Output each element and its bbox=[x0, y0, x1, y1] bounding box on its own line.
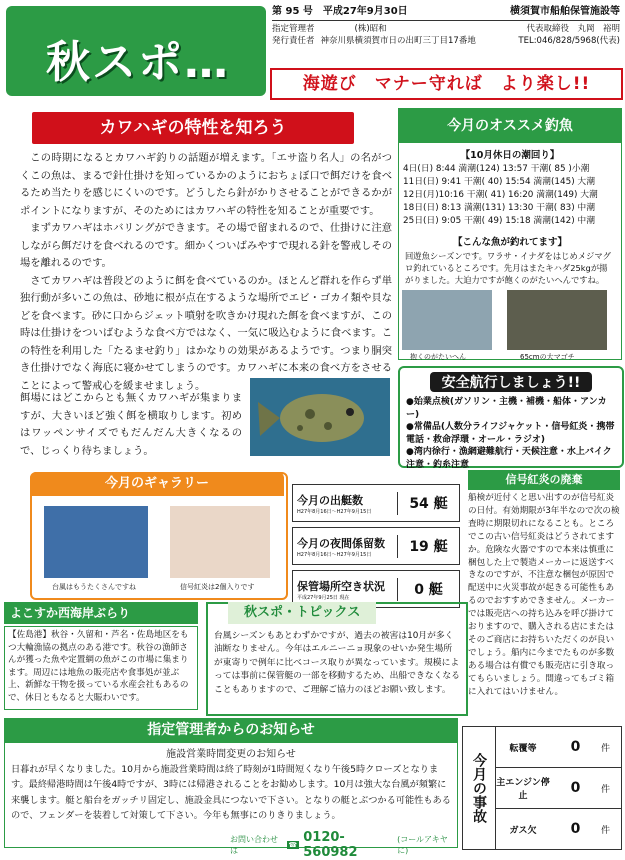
accident-unit: 件 bbox=[601, 825, 611, 836]
typhoon-map-photo bbox=[44, 506, 148, 578]
tide-row: 12日(月)10:16 干潮( 41) 16:20 満潮(149) 大潮 bbox=[403, 190, 598, 200]
stat-sub: H27年8月16日～H27年9月15日 bbox=[297, 508, 372, 515]
stat-row bbox=[292, 527, 460, 565]
stat-label: 今月の出艇数 bbox=[297, 493, 363, 507]
accident-unit: 件 bbox=[601, 784, 611, 795]
slogan-text: 海遊び マナー守れば より楽し!! bbox=[302, 74, 591, 94]
stat-value: 19 艇 bbox=[409, 539, 448, 555]
caption-flathead: 65cmの大マゴチ bbox=[520, 353, 575, 361]
article-para-4: 餌場にはどこからとも無くカワハギが集まりますが、大きいほど強く餌を横取りします。初めはワッペンサイズでもだんだん大きくなるので、じっくり待ちましょう。 bbox=[20, 392, 242, 457]
slogan-box bbox=[270, 68, 623, 100]
stat-sub: H27年8月16日～H27年9月15日 bbox=[297, 551, 372, 558]
accident-label: ガス欠 bbox=[509, 825, 537, 836]
safety-item: ●始業点検(ガソリン・主機・補機・船体・アンカー) bbox=[406, 397, 607, 420]
accidents-box bbox=[462, 726, 622, 850]
topics-box bbox=[206, 602, 468, 716]
caption-typhoon: 台風はもうたくさんですね bbox=[52, 583, 136, 591]
org-name: 横須賀市船舶保管施設等 bbox=[510, 6, 620, 17]
article-title: カワハギの特性を知ろう bbox=[32, 112, 354, 144]
flare-photo bbox=[170, 506, 270, 578]
yokosuka-title: よこすか西海岸ぶらり bbox=[4, 602, 198, 624]
flare-title: 信号紅炎の廃棄 bbox=[468, 470, 620, 490]
rep-name: 代表取締役 丸岡 裕明 bbox=[526, 24, 620, 34]
stat-label: 保管場所空き状況 bbox=[297, 579, 385, 593]
yokosuka-text: 【佐島港】秋谷・久留和・芦名・佐島地区をもつ大輪漁協の拠点のある港です。秋谷の漁師さんが獲った魚や定置網の魚がこの市場に集まります。周辺には地魚の販売店や食事処が並ぶ上、新鮮な干物を扱っている水産会社もあるので、休日ともなると大賑わいです。 bbox=[4, 626, 198, 710]
stat-label: 今月の夜間係留数 bbox=[297, 536, 385, 550]
issue-line: 第 95 号 平成27年9月30日 bbox=[272, 6, 408, 17]
filefish-image bbox=[250, 378, 390, 456]
topics-title: 秋スポ・トピックス bbox=[228, 602, 376, 624]
stat-sub: 平成27年9月25日 現在 bbox=[297, 594, 350, 601]
angler-photo bbox=[402, 290, 492, 350]
safety-item: ●常備品(人数分ライフジャケット・信号紅炎・携帯電話・救命浮環・オール・ラジオ) bbox=[406, 422, 615, 445]
safety-box bbox=[398, 366, 624, 468]
notice-subtitle: 施設営業時間変更のお知らせ bbox=[166, 749, 296, 760]
publisher-label: 発行責任者 bbox=[272, 36, 315, 46]
fish-title: 【こんな魚が釣れてます】 bbox=[452, 237, 567, 248]
notice-text: 日暮れが早くなりました。10月から施設営業時間は終了時刻が1時間短くなり午後5時クローズとなります。最終帰港時間は午後4時ですが、3時には帰港されることをお勧めします。10月は強大な台風が頻繁に来襲します。艇と船台をガッチリ固定し、施設金具につないで下さい。となりの艇とぶつかる可能性もあるので、フェンダーを装着して対策して下さい。今年も無事にのりきりましょう。 bbox=[11, 764, 451, 822]
notice-title: 指定管理者からのお知らせ bbox=[4, 718, 458, 742]
accident-count: 0 bbox=[570, 739, 581, 755]
article-para-3: さてカワハギは普段どのように餌を食べているのか。ほとんど群れを作らず単独行動が多いこの魚は、砂地に根が点在するような場所でエビ・ゴカイ類や貝などを食べます。砂に口からジェット噴射を吹きかけ現れた餌を食べますが、この時は仕掛けをついばむような食べ方ではなく、一気に吸込むように食べます。この特性を利用した「たるませ釣り」はかなりの効果があるようです。つまり胴突き仕掛けでなく海底に寝かせてしまうのです。カワハギに本来の食べ方をさせることによって警戒心を緩ませましょう。 bbox=[20, 274, 392, 392]
flare-text: 船検が近付くと思い出すのが信号紅炎の日付。有効期限が3年半なので次の検査時に期限切れになることも。ところでこの古い信号紅炎はどうされてますか。危険な火器ですので本来は慎重に梱包した上で製造メーカーに返送すべきなのですが、不注意な梱包が原因で配送中に火災事故が起きる可能性もあるのでおすすめできません。メーカーでは販売店への持ち込みを呼び掛けておりますので、購入される店にまたはそのご商店にお持ちいただくのが良いでしょう。船内に今までたものが多数ある場合は有償でも販売店に引き取ってもらいましょう。間違ってもゴミ箱に入れてはいけません。 bbox=[468, 493, 620, 697]
manager-name: (株)昭和 bbox=[354, 24, 387, 34]
accident-label: 主エンジン停止 bbox=[496, 778, 550, 801]
tide-title: 【10月休日の潮回り】 bbox=[460, 150, 560, 161]
tide-row: 11日(日) 9:41 干潮( 40) 15:54 満潮(145) 大潮 bbox=[403, 177, 596, 187]
safety-item: ●湾内徐行・漁網避難航行・天候注意・水上バイク注意・釣糸注意 bbox=[406, 447, 612, 470]
stats-panel bbox=[292, 484, 460, 608]
stat-row bbox=[292, 484, 460, 522]
tel: TEL:046/828/5968(代表) bbox=[518, 36, 620, 46]
accident-count: 0 bbox=[570, 780, 581, 796]
fishing-title: 今月のオススメ釣魚 bbox=[399, 109, 621, 143]
safety-title: 安全航行しましょう!! bbox=[430, 372, 592, 392]
stat-value: 54 艇 bbox=[409, 496, 448, 512]
tide-row: 4日(日) 8:44 満潮(124) 13:57 干潮( 85 )小潮 bbox=[403, 164, 590, 174]
logo-text: 秋スポ… bbox=[46, 37, 230, 88]
article-para-1: この時期になるとカワハギ釣りの話題が増えます。「エサ盗り名人」の名がつくこの魚は、まるで針仕掛けを知っているかのようにおちょぼ口で餌だけを食べるため当たりを感じにくいのです。どうしたら針がかりさせることができるかがポイントになりますが、そのためにはカワハギの特性を知ることが重要です。 bbox=[20, 152, 392, 217]
logo bbox=[6, 6, 266, 96]
accident-row bbox=[496, 768, 621, 809]
accident-row bbox=[496, 809, 621, 849]
contact-label: お問い合わせは bbox=[230, 835, 278, 855]
topics-text: 台風シーズンもあとわずかですが、過去の被害は10月が多く油断なりません。今年はエルニーニョ現象のせいか発生場所が東寄りで例年に比べコース取りが異なっています。規模によっては事前に保管艇の一部を移動するため、出船できなくなることもありますので、ご理解ご協力のほどお願い致します。 bbox=[214, 631, 460, 695]
accident-label: 転覆等 bbox=[509, 743, 537, 754]
accident-count: 0 bbox=[570, 821, 581, 837]
stat-value: 0 艇 bbox=[414, 582, 443, 598]
caption-flare: 信号紅炎は2個入りです bbox=[180, 583, 255, 591]
article-para-2: まずカワハギはホバリングができます。その場で留まれるので、仕掛けに注意しながら餌だけを食べれるのです。細かくついばみやすで現れる針を警戒しその場を離れるのです。 bbox=[20, 222, 392, 269]
flathead-photo bbox=[507, 290, 607, 350]
accident-unit: 件 bbox=[601, 743, 611, 754]
caption-angler: 抱くのがたいへん bbox=[410, 353, 466, 361]
tide-row: 25日(日) 9:05 干潮( 49) 15:18 満潮(142) 中潮 bbox=[403, 216, 596, 226]
address: 神奈川県横須賀市日の出町三丁目17番地 bbox=[320, 36, 476, 46]
issue-info bbox=[272, 6, 620, 47]
manager-label: 指定管理者 bbox=[272, 24, 315, 34]
phone-number: 0120-560982 bbox=[303, 830, 358, 860]
phone-icon: ☎ bbox=[288, 841, 298, 849]
gallery-title: 今月のギャラリー bbox=[30, 472, 284, 496]
accidents-title: 今月の事故 bbox=[463, 727, 496, 849]
fish-text: 回遊魚シーズンです。ワラサ・イナダをはじめメジマグロ釣れているところです。先月はまたキハダ25kgが揚がりました。大迫力ですが飽くのがたいへんですね。 bbox=[405, 251, 611, 285]
tide-row: 18日(日) 8:13 満潮(131) 13:30 干潮( 83) 中潮 bbox=[403, 203, 596, 213]
contact bbox=[230, 830, 455, 860]
accident-row bbox=[496, 727, 621, 768]
article-body bbox=[20, 150, 392, 395]
phone-note: (コールアキヤに) bbox=[397, 835, 448, 855]
